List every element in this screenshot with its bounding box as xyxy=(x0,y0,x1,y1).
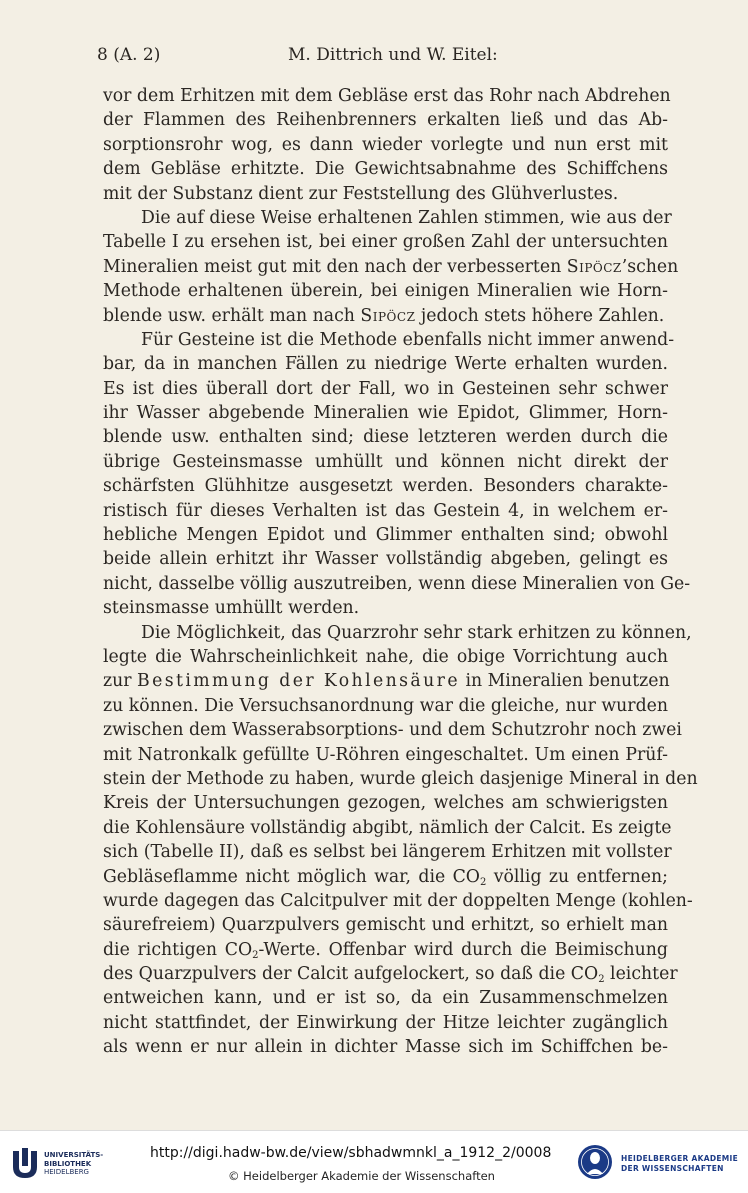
subscript: 2 xyxy=(252,949,259,961)
text-line xyxy=(103,962,678,986)
text-line: zu können. Die Versuchsanordnung war die gleiche, nur wurden xyxy=(103,695,668,716)
text-fragment: leichter xyxy=(604,964,678,985)
subscript: 2 xyxy=(598,974,605,986)
text-fragment: -Werte. Offenbar wird durch die Beimischung xyxy=(258,939,668,960)
text-line: entweichen kann, und er ist so, da ein Zusammenschmelzen xyxy=(103,988,668,1009)
ub-heidelberg-label xyxy=(44,1151,103,1177)
running-header xyxy=(97,44,666,66)
digitization-footer xyxy=(0,1130,748,1193)
text-line: Für Gesteine ist die Methode ebenfalls nicht immer anwend- xyxy=(141,329,675,350)
text-line xyxy=(103,865,668,889)
text-fragment: ’schen xyxy=(621,256,679,277)
text-fragment: Gebläseflamme nicht möglich war, die CO xyxy=(103,866,480,887)
ub-heidelberg-logo-icon xyxy=(10,1147,40,1179)
text-line: als wenn er nur allein in dichter Masse sich im Schiffchen be- xyxy=(103,1037,668,1058)
hadw-label-line: HEIDELBERGER AKADEMIE xyxy=(621,1154,739,1163)
author-name: Sipöcz xyxy=(566,256,622,277)
text-fragment: zur xyxy=(103,671,137,692)
text-fragment: jedoch stets höhere Zahlen. xyxy=(415,305,665,326)
author-name: Sipöcz xyxy=(360,305,416,326)
text-line: ihr Wasser abgebende Mineralien wie Epidot, Glimmer, Horn- xyxy=(103,403,668,424)
text-line: zwischen dem Wasserabsorptions- und dem Schutzrohr noch zwei xyxy=(103,720,682,741)
text-line: steinsmasse umhüllt werden. xyxy=(103,598,360,619)
hadw-label-line: DER WISSENSCHAFTEN xyxy=(621,1163,724,1173)
text-line: sorptionsrohr wog, es dann wieder vorlegte und nun erst mit xyxy=(103,134,668,155)
text-line: Die Möglichkeit, das Quarzrohr sehr stark erhitzen zu können, xyxy=(141,622,692,643)
text-line: Die auf diese Weise erhaltenen Zahlen stimmen, wie aus der xyxy=(141,207,672,228)
text-line: beide allein erhitzt ihr Wasser vollständig abgeben, gelingt es xyxy=(103,549,668,570)
text-line: vor dem Erhitzen mit dem Gebläse erst das Rohr nach Abdrehen xyxy=(103,86,671,106)
text-line: nicht stattfindet, der Einwirkung der Hitze leichter zugänglich xyxy=(103,1012,668,1033)
text-fragment: Mineralien meist gut mit den nach der verbesserten xyxy=(103,256,567,277)
text-line: dem Gebläse erhitzte. Die Gewichtsabnahme des Schiffchens xyxy=(103,159,668,180)
text-line xyxy=(103,255,679,279)
permalink-url[interactable]: http://digi.hadw-bw.de/view/sbhadwmnkl_a_1912_2/0008 xyxy=(150,1145,552,1161)
text-fragment: des Quarzpulvers der Calcit aufgelockert, so daß die CO xyxy=(103,964,599,985)
text-line: mit der Substanz dient zur Feststellung des Glühverlustes. xyxy=(103,183,619,204)
text-line xyxy=(103,938,668,962)
text-line: hebliche Mengen Epidot und Glimmer enthalten sind; obwohl xyxy=(103,525,668,546)
text-line: stein der Methode zu haben, wurde gleich dasjenige Mineral in den xyxy=(103,768,698,789)
text-line: ristisch für dieses Verhalten ist das Gestein 4, in welchem er- xyxy=(103,500,668,521)
text-line: legte die Wahrscheinlichkeit nahe, die obige Vorrichtung auch xyxy=(103,646,668,667)
text-line: Kreis der Untersuchungen gezogen, welches am schwierigsten xyxy=(103,793,668,814)
text-line xyxy=(103,669,668,693)
page-number: 8 (A. 2) xyxy=(97,45,161,65)
subscript: 2 xyxy=(479,876,487,888)
text-line: schärfsten Glühhitze ausgesetzt werden. Besonders charakte- xyxy=(103,476,668,497)
text-line xyxy=(103,304,668,328)
hadw-seal-icon xyxy=(577,1144,613,1180)
text-line: Es ist dies überall dort der Fall, wo in Gesteinen sehr schwer xyxy=(103,378,668,399)
ub-label-line: BIBLIOTHEK xyxy=(44,1159,92,1168)
running-title: M. Dittrich und W. Eitel: xyxy=(288,45,498,65)
ub-label-line: UNIVERSITÄTS- xyxy=(44,1151,104,1159)
text-line: Methode erhaltenen überein, bei einigen Mineralien wie Horn- xyxy=(103,281,668,302)
text-fragment: blende usw. erhält man nach xyxy=(103,305,361,326)
copyright-notice: © Heidelberger Akademie der Wissenschaften xyxy=(228,1169,495,1183)
text-line: wurde dagegen das Calcitpulver mit der doppelten Menge (kohlen- xyxy=(103,890,693,911)
spaced-emphasis: Bestimmung der Kohlensäure xyxy=(137,671,460,692)
text-line: mit Natronkalk gefüllte U-Röhren eingeschaltet. Um einen Prüf- xyxy=(103,744,668,765)
text-line: die Kohlensäure vollständig abgibt, nämlich der Calcit. Es zeigte xyxy=(103,817,672,838)
text-line: bar, da in manchen Fällen zu niedrige Werte erhalten wurden. xyxy=(103,354,668,375)
text-line: Tabelle I zu ersehen ist, bei einer großen Zahl der untersuchten xyxy=(103,232,668,253)
text-line: sich (Tabelle II), daß es selbst bei längerem Erhitzen mit vollster xyxy=(103,842,672,863)
text-line: säurefreiem) Quarzpulvers gemischt und erhitzt, so erhielt man xyxy=(103,915,668,936)
text-line: nicht, dasselbe völlig auszutreiben, wenn diese Mineralien von Ge- xyxy=(103,573,691,594)
text-fragment: völlig zu entfernen; xyxy=(486,866,668,887)
hadw-label xyxy=(621,1154,738,1173)
text-fragment: die richtigen CO xyxy=(103,939,253,960)
body-text xyxy=(103,84,698,1060)
ub-label-line: HEIDELBERG xyxy=(44,1168,89,1176)
text-line: übrige Gesteinsmasse umhüllt und können nicht direkt der xyxy=(103,451,668,472)
text-fragment: in Mineralien benutzen xyxy=(459,671,670,692)
text-line: blende usw. enthalten sind; diese letzteren werden durch die xyxy=(103,427,668,448)
text-line: der Flammen des Reihenbrenners erkalten ließ und das Ab- xyxy=(103,110,668,131)
